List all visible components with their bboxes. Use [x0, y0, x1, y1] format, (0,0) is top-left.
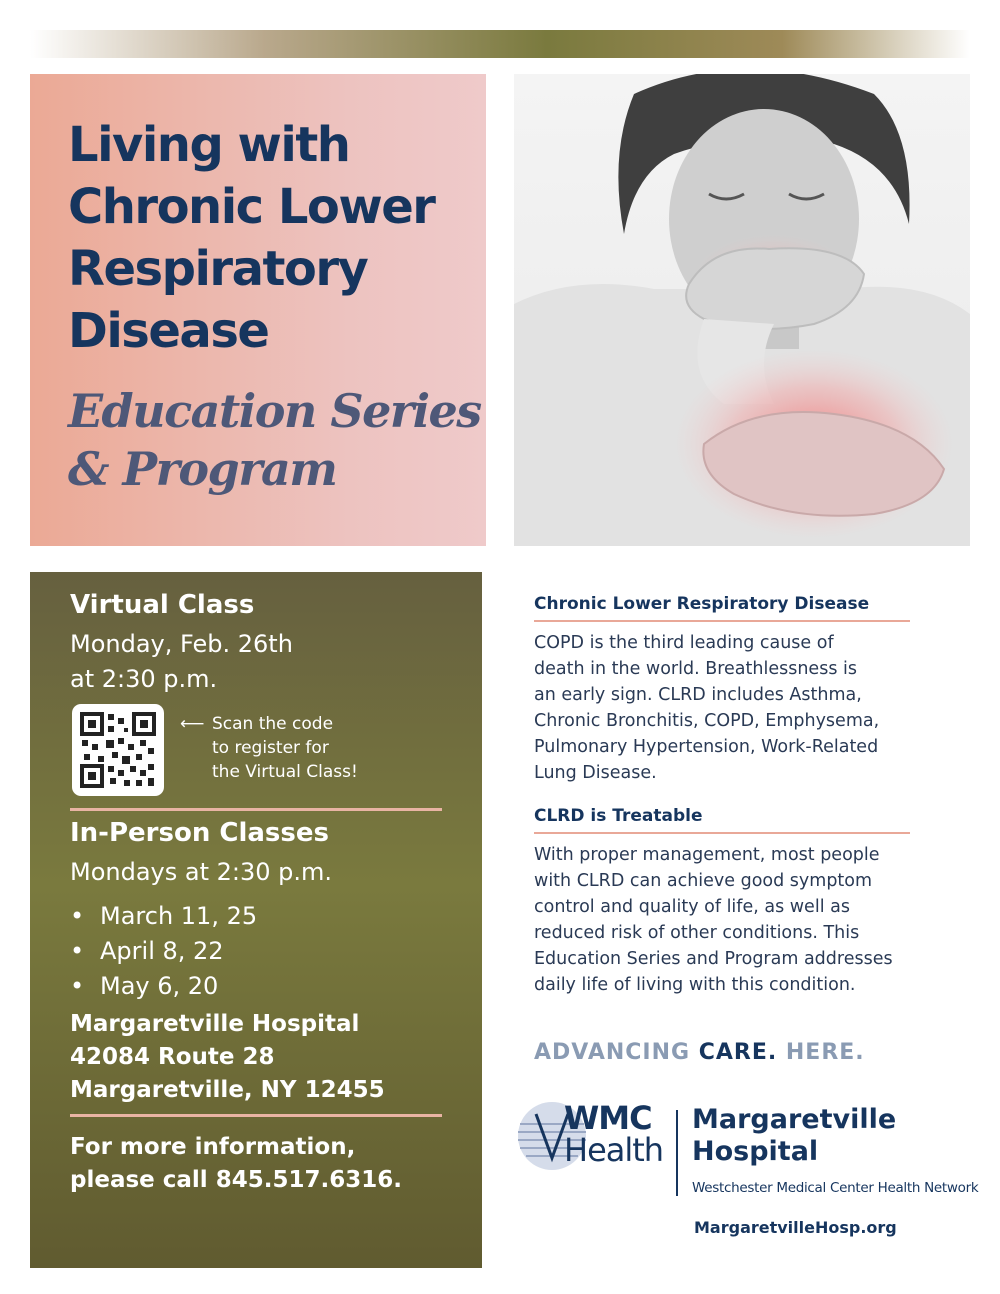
body-line: With proper management, most people [534, 845, 880, 865]
photo-illustration [514, 74, 970, 546]
logo-divider [676, 1110, 678, 1196]
title-line: Respiratory [68, 241, 368, 297]
class-info-panel [30, 572, 482, 1268]
tagline [534, 1040, 865, 1065]
wmc-text: WMC [564, 1099, 652, 1137]
in-person-schedule: Mondays at 2:30 p.m. [70, 858, 333, 886]
tagline-part: ADVANCING [534, 1040, 699, 1065]
address-line: Margaretville Hospital [70, 1011, 360, 1037]
about-section [534, 594, 910, 786]
subtitle-line: & Program [68, 442, 337, 496]
hospital-name-line: Hospital [692, 1136, 819, 1167]
contact-line: For more information, [70, 1134, 356, 1160]
body-line: with CLRD can achieve good symptom [534, 871, 873, 891]
virtual-class-heading: Virtual Class [70, 590, 255, 620]
divider [70, 808, 442, 811]
heading-underline [534, 620, 910, 622]
body-line: Chronic Bronchitis, COPD, Emphysema, [534, 711, 880, 731]
body-line: Education Series and Program addresses [534, 949, 893, 969]
body-line: reduced risk of other conditions. This [534, 923, 860, 943]
treatable-body [534, 842, 910, 998]
heading-underline [534, 832, 910, 834]
scan-line: Scan the code [212, 714, 334, 734]
address-line: Margaretville, NY 12455 [70, 1077, 385, 1103]
title-line: Disease [68, 303, 269, 359]
class-date: March 11, 25 [100, 902, 258, 930]
body-line: death in the world. Breathlessness is [534, 659, 857, 679]
list-item: • May 6, 20 [70, 972, 219, 1000]
qr-code-graphic [72, 704, 164, 796]
class-date: May 6, 20 [100, 972, 219, 1000]
virtual-class-time: at 2:30 p.m. [70, 665, 218, 693]
woman-coughing-photo [514, 74, 970, 546]
about-body [534, 630, 910, 786]
subtitle-line: Education Series [68, 384, 481, 438]
website-link[interactable]: MargaretvilleHosp.org [694, 1218, 897, 1237]
tagline-part: CARE. [698, 1040, 778, 1065]
tagline-part: HERE. [777, 1040, 865, 1065]
body-line: an early sign. CLRD includes Asthma, [534, 685, 862, 705]
class-dates-list [70, 899, 257, 1004]
top-gradient-bar [30, 30, 970, 58]
class-date: April 8, 22 [100, 937, 224, 965]
virtual-class-date: Monday, Feb. 26th [70, 630, 293, 658]
qr-code-icon[interactable] [72, 704, 164, 796]
treatable-heading: CLRD is Treatable [534, 806, 703, 826]
health-text: Health [564, 1131, 664, 1169]
title-line: Chronic Lower [68, 179, 435, 235]
scan-line: the Virtual Class! [212, 762, 358, 782]
address-line: 42084 Route 28 [70, 1044, 275, 1070]
about-heading: Chronic Lower Respiratory Disease [534, 594, 870, 614]
divider [70, 1114, 442, 1117]
body-line: Lung Disease. [534, 763, 657, 783]
hospital-name-line: Margaretville [692, 1104, 897, 1135]
network-name: Westchester Medical Center Health Network [692, 1180, 979, 1196]
list-item: • March 11, 25 [70, 902, 258, 930]
page-title [68, 114, 488, 362]
body-line: Pulmonary Hypertension, Work-Related [534, 737, 879, 757]
contact-line: please call 845.517.6316. [70, 1167, 402, 1193]
in-person-heading: In-Person Classes [70, 818, 329, 848]
body-line: control and quality of life, as well as [534, 897, 850, 917]
hospital-name [692, 1104, 896, 1168]
arrow-left-icon: ⟵ [180, 714, 205, 734]
treatable-section [534, 806, 910, 998]
title-panel [30, 74, 486, 546]
title-line: Living with [68, 117, 350, 173]
body-line: daily life of living with this condition. [534, 975, 856, 995]
page-subtitle [68, 382, 481, 498]
scan-line: to register for [212, 738, 329, 758]
body-line: COPD is the third leading cause of [534, 633, 834, 653]
hospital-logo [516, 1096, 979, 1206]
list-item: • April 8, 22 [70, 937, 224, 965]
